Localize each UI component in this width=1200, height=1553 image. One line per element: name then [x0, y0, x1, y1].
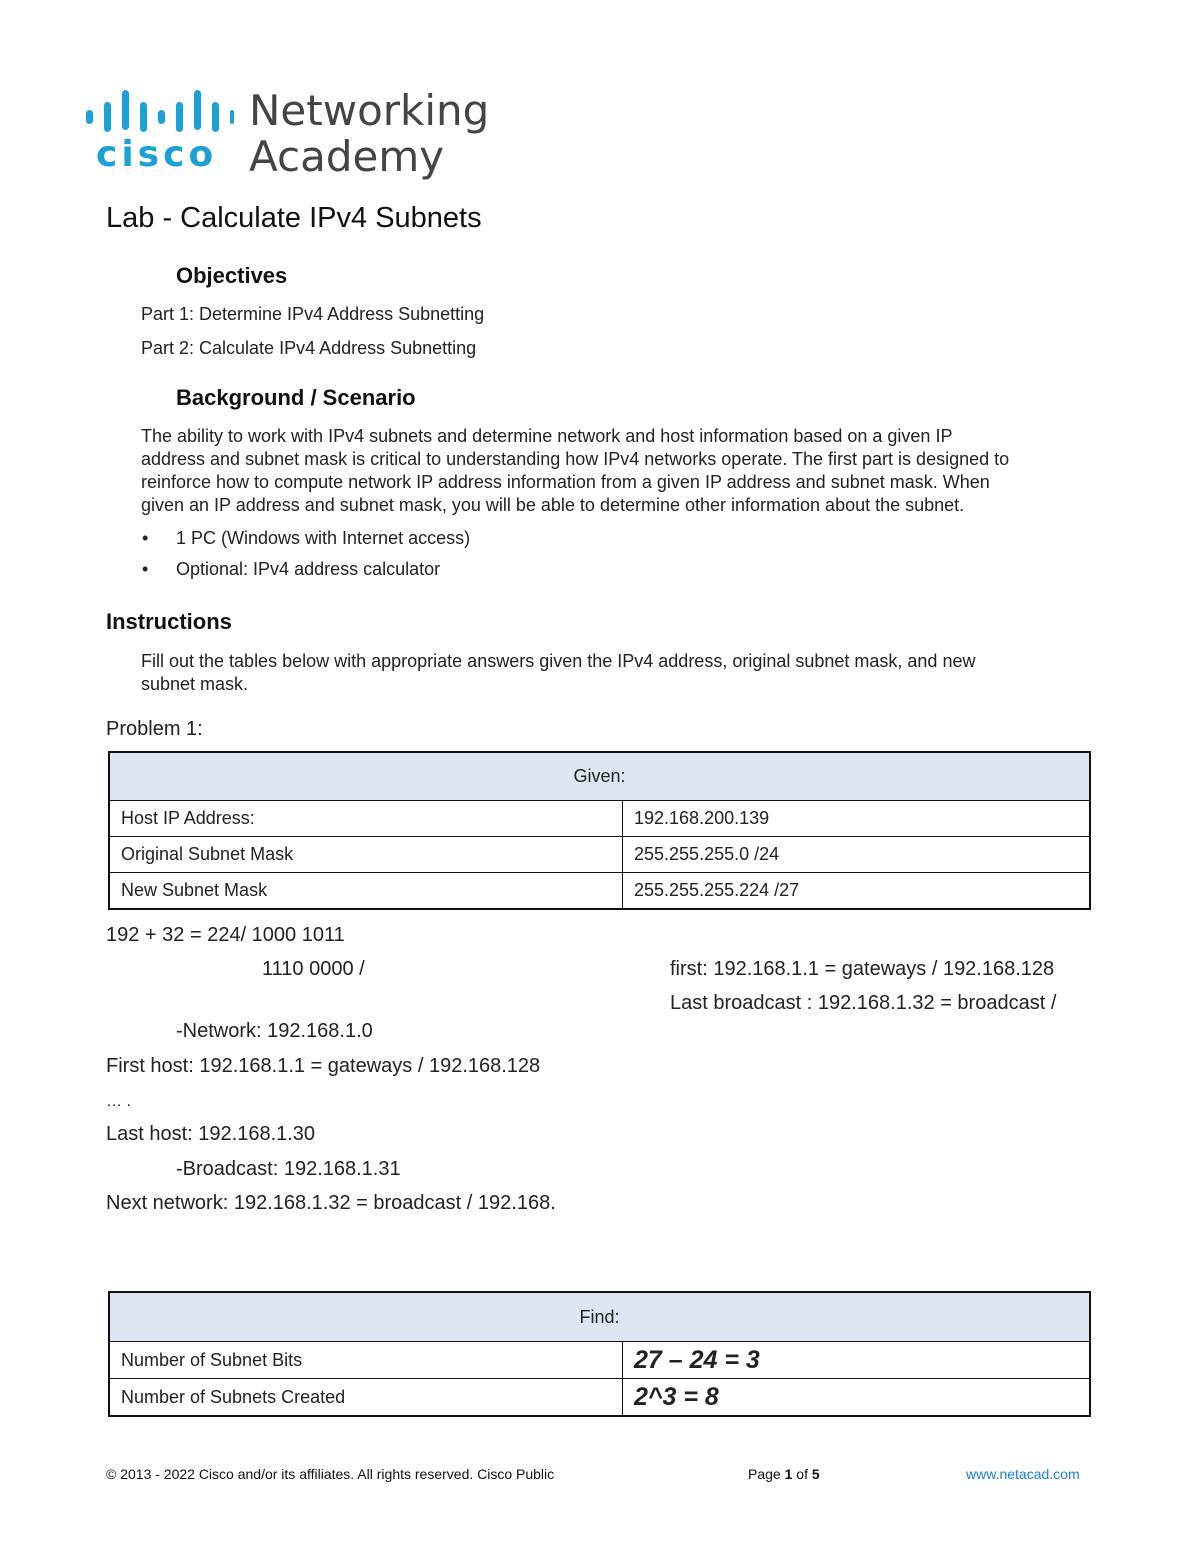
- note-line: Last host: 192.168.1.30: [106, 1123, 316, 1145]
- find-table: [108, 1291, 1091, 1417]
- table-row: [109, 837, 1090, 873]
- paragraph-line: given an IP address and subnet mask, you will be able to determine other information about the subnet.: [141, 495, 965, 515]
- row-value: 255.255.255.224 /27: [623, 873, 1091, 910]
- objective-part-2: Part 2: Calculate IPv4 Address Subnetting: [141, 338, 477, 358]
- background-paragraph: [141, 425, 1141, 517]
- table-header-row: [109, 1292, 1090, 1342]
- table-row: [109, 1342, 1090, 1379]
- note-line: 1110 0000 /: [262, 958, 365, 980]
- row-label: Number of Subnet Bits: [109, 1342, 623, 1379]
- logo-word-academy: Academy: [249, 132, 445, 181]
- page-prefix: Page: [748, 1466, 781, 1482]
- table-header-row: [109, 752, 1090, 801]
- instructions-line: subnet mask.: [141, 674, 249, 694]
- given-table: [108, 751, 1091, 910]
- note-line: Last broadcast : 192.168.1.32 = broadcast /: [670, 992, 1057, 1014]
- note-line: Next network: 192.168.1.32 = broadcast / 192.168.: [106, 1192, 556, 1214]
- cisco-wordmark: cisco: [96, 134, 218, 175]
- page-title: Lab - Calculate IPv4 Subnets: [106, 202, 482, 234]
- page-total: 5: [811, 1466, 820, 1482]
- paragraph-line: address and subnet mask is critical to understanding how IPv4 networks operate. The first part is designed to: [141, 449, 1010, 469]
- row-value: 192.168.200.139: [623, 801, 1091, 837]
- bullet-item: • Optional: IPv4 address calculator: [176, 558, 440, 581]
- table-row: [109, 1379, 1090, 1417]
- cisco-networking-academy-logo: [84, 86, 490, 182]
- find-header: Find:: [109, 1292, 1090, 1342]
- footer-page-number: [748, 1466, 820, 1482]
- page-current: 1: [784, 1466, 793, 1482]
- bullet-item: • 1 PC (Windows with Internet access): [176, 527, 470, 550]
- note-line: first: 192.168.1.1 = gateways / 192.168.128: [670, 958, 1055, 980]
- page-of: of: [796, 1466, 808, 1482]
- logo-word-networking: Networking: [249, 86, 490, 135]
- row-label: Number of Subnets Created: [109, 1379, 623, 1417]
- instructions-heading: Instructions: [106, 609, 232, 634]
- instructions-line: Fill out the tables below with appropriate answers given the IPv4 address, original subnet mask, and new: [141, 651, 976, 671]
- note-line: … .: [106, 1093, 131, 1110]
- footer-url-link[interactable]: www.netacad.com: [966, 1466, 1080, 1482]
- row-label: Original Subnet Mask: [109, 837, 623, 873]
- footer-copyright: © 2013 - 2022 Cisco and/or its affiliates. All rights reserved. Cisco Public: [106, 1466, 555, 1482]
- paragraph-line: reinforce how to compute network IP address information from a given IP address and subnet mask. When: [141, 472, 990, 492]
- note-line: First host: 192.168.1.1 = gateways / 192.168.128: [106, 1055, 541, 1077]
- row-label: New Subnet Mask: [109, 873, 623, 910]
- given-header: Given:: [109, 752, 1090, 801]
- note-line: -Network: 192.168.1.0: [176, 1020, 373, 1042]
- answer-value: 27 – 24 = 3: [623, 1342, 1091, 1379]
- note-line: 192 + 32 = 224/ 1000 1011: [106, 924, 345, 946]
- objectives-heading: Objectives: [176, 263, 288, 288]
- background-heading: Background / Scenario: [176, 385, 416, 410]
- paragraph-line: The ability to work with IPv4 subnets and determine network and host information based on a given IP: [141, 426, 953, 446]
- cisco-bars-icon: [84, 86, 234, 176]
- instructions-text: [141, 650, 1141, 696]
- table-row: [109, 801, 1090, 837]
- row-value: 255.255.255.0 /24: [623, 837, 1091, 873]
- row-label: Host IP Address:: [109, 801, 623, 837]
- note-line: -Broadcast: 192.168.1.31: [176, 1158, 401, 1180]
- problem-label: Problem 1:: [106, 718, 203, 740]
- answer-value: 2^3 = 8: [623, 1379, 1091, 1417]
- table-row: [109, 873, 1090, 910]
- objective-part-1: Part 1: Determine IPv4 Address Subnetting: [141, 304, 485, 324]
